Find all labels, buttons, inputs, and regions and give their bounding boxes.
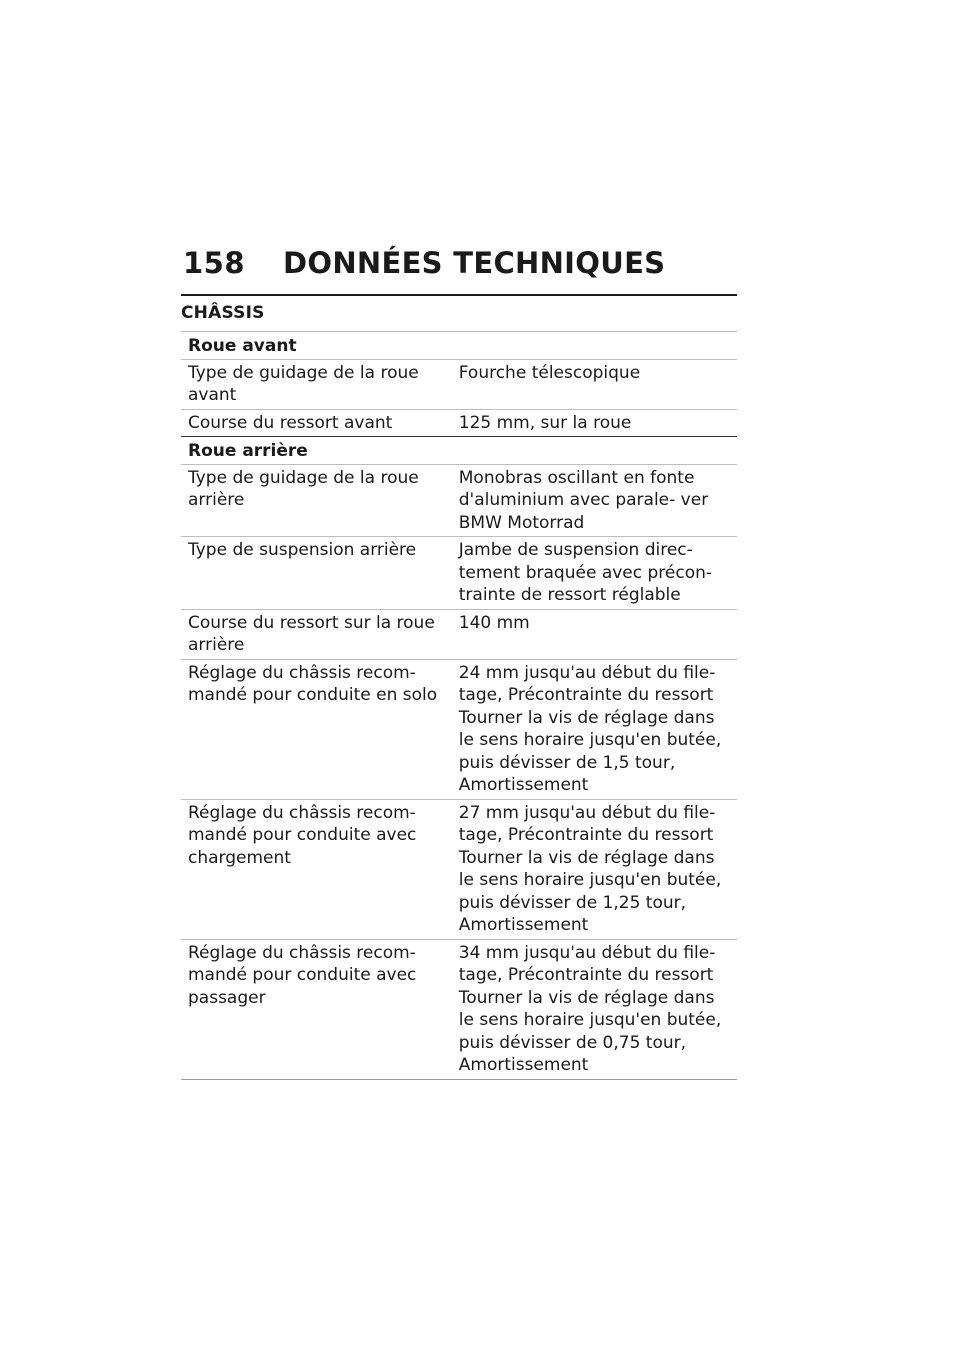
spec-label: Réglage du châssis recom- mandé pour conduite avec passager	[181, 939, 452, 1079]
spec-value: 24 mm jusqu'au début du file- tage, Précontrainte du ressort Tourner la vis de réglage dans le sens horaire jusqu'en butée, puis dévisser de 1,5 tour, Amortissement	[452, 659, 737, 799]
group-heading-rear-wheel: Roue arrière	[181, 437, 737, 465]
table-row	[181, 659, 737, 799]
section-title: CHÂSSIS	[181, 303, 265, 323]
table-row	[181, 537, 737, 610]
table-row	[181, 609, 737, 659]
spec-label: Course du ressort sur la roue arrière	[181, 609, 452, 659]
spec-table	[181, 331, 737, 1080]
section-divider	[181, 294, 737, 296]
table-row	[181, 409, 737, 437]
group-heading-front-wheel: Roue avant	[181, 332, 737, 360]
spec-value: 27 mm jusqu'au début du file- tage, Précontrainte du ressort Tourner la vis de réglage dans le sens horaire jusqu'en butée, puis dévisser de 1,25 tour, Amortissement	[452, 799, 737, 939]
spec-value: Fourche télescopique	[452, 359, 737, 409]
table-row	[181, 359, 737, 409]
spec-value: Monobras oscillant en fonte d'aluminium avec parale- ver BMW Motorrad	[452, 464, 737, 537]
spec-label: Type de guidage de la roue arrière	[181, 464, 452, 537]
chassis-section	[181, 294, 737, 1080]
spec-label: Type de guidage de la roue avant	[181, 359, 452, 409]
page-title: DONNÉES TECHNIQUES	[283, 246, 666, 280]
page-header	[183, 246, 743, 284]
spec-label: Type de suspension arrière	[181, 537, 452, 610]
spec-value: 140 mm	[452, 609, 737, 659]
spec-label: Réglage du châssis recom- mandé pour conduite avec chargement	[181, 799, 452, 939]
group-heading-row	[181, 332, 737, 360]
group-heading-row	[181, 437, 737, 465]
spec-label: Course du ressort avant	[181, 409, 452, 437]
page-number: 158	[183, 246, 246, 280]
table-row	[181, 799, 737, 939]
spec-value: 34 mm jusqu'au début du file- tage, Précontrainte du ressort Tourner la vis de réglage dans le sens horaire jusqu'en butée, puis dévisser de 0,75 tour, Amortissement	[452, 939, 737, 1079]
spec-label: Réglage du châssis recom- mandé pour conduite en solo	[181, 659, 452, 799]
table-row	[181, 939, 737, 1079]
spec-value: 125 mm, sur la roue	[452, 409, 737, 437]
spec-value: Jambe de suspension direc- tement braquée avec précon- trainte de ressort réglable	[452, 537, 737, 610]
table-row	[181, 464, 737, 537]
